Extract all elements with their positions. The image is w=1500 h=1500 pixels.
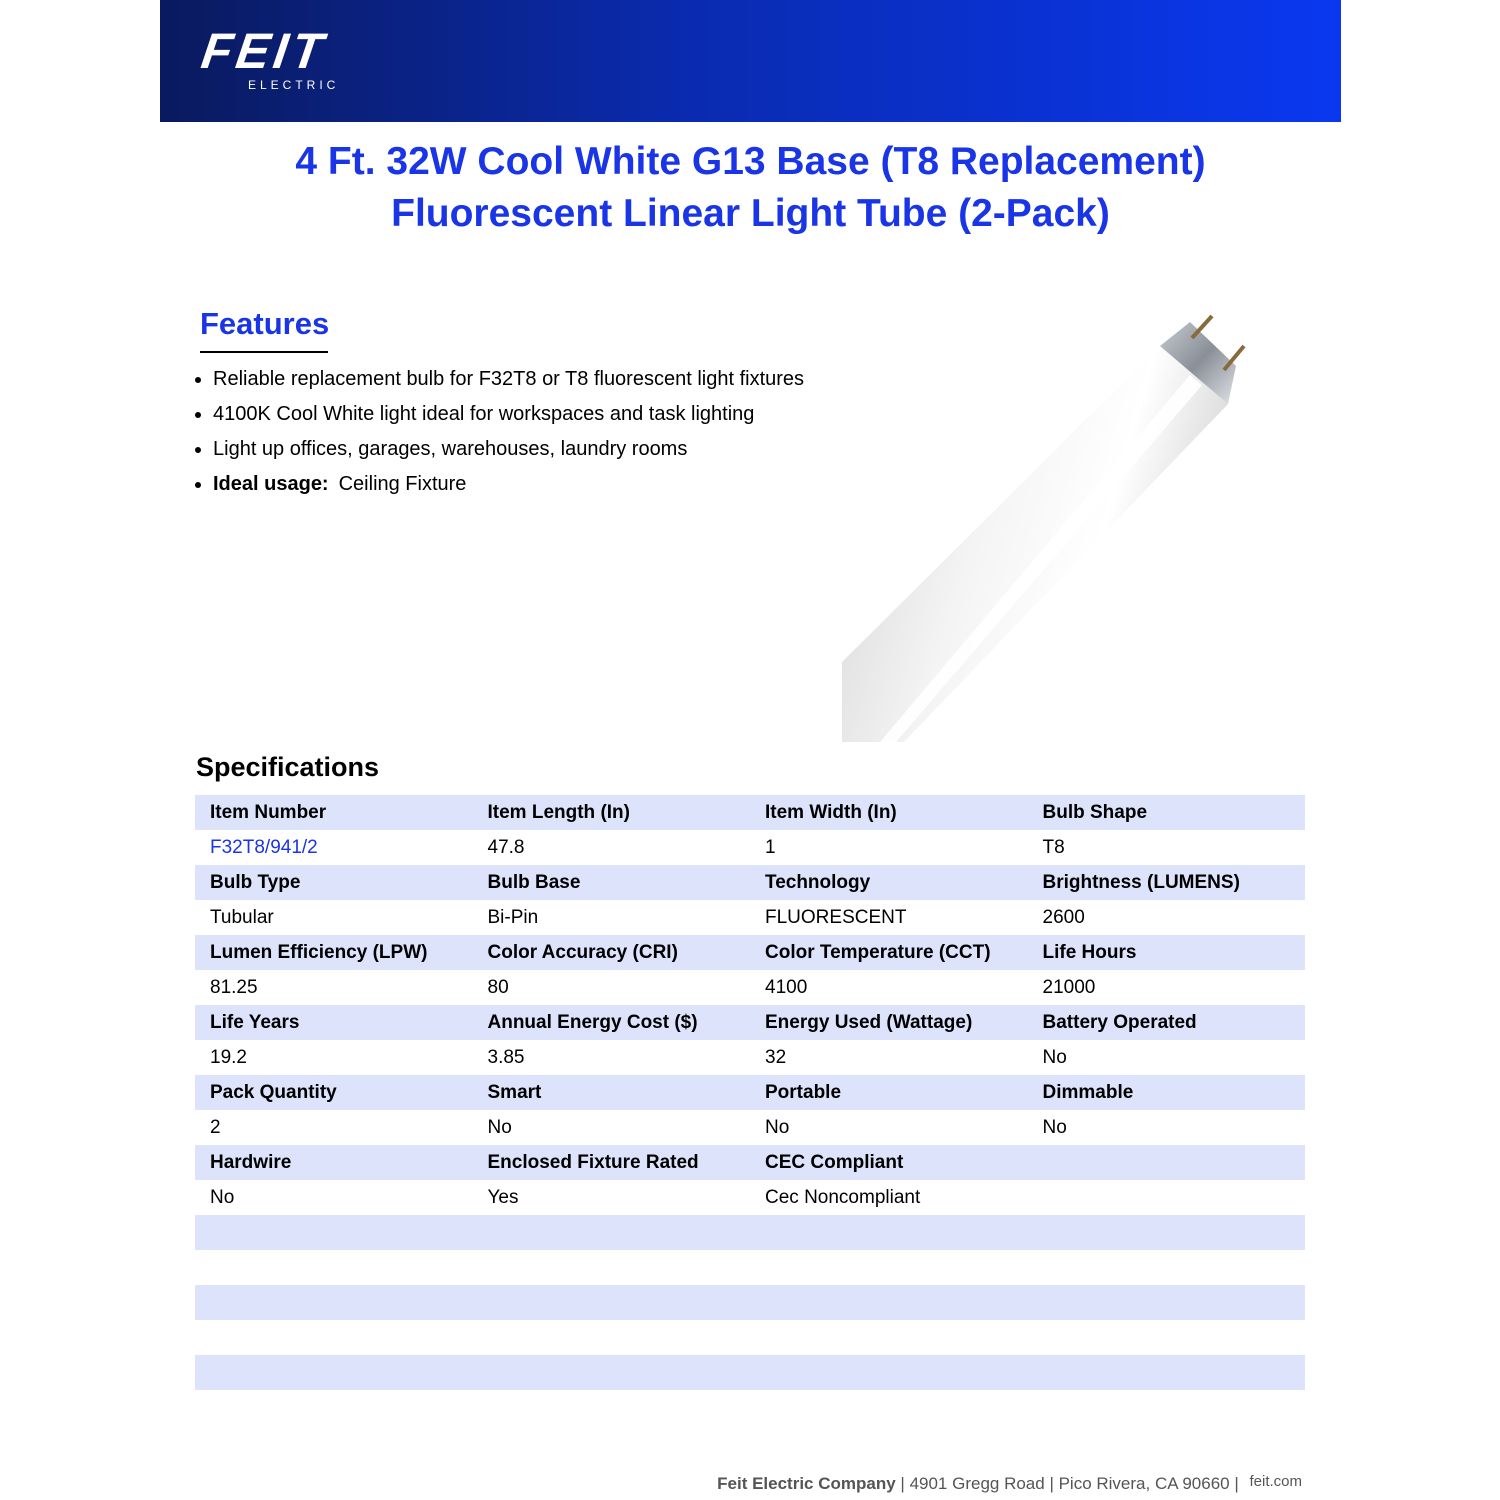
spec-value: [1028, 1180, 1306, 1215]
features-heading: Features: [200, 306, 330, 341]
feature-item-usage: [192, 467, 804, 502]
spec-label: Item Length (In): [473, 795, 751, 830]
spec-label-row: [195, 1145, 1305, 1180]
spec-label-row: [195, 865, 1305, 900]
footer-company: Feit Electric Company: [717, 1474, 896, 1493]
spec-label: Hardwire: [195, 1145, 473, 1180]
feature-item: 4100K Cool White light ideal for workspaces and task lighting: [192, 397, 804, 432]
footer: [717, 1472, 1302, 1497]
spec-label: Lumen Efficiency (LPW): [195, 935, 473, 970]
spec-label: Portable: [750, 1075, 1028, 1110]
spec-label: Life Years: [195, 1005, 473, 1040]
spec-value: 81.25: [195, 970, 473, 1005]
feit-logo-subtitle: ELECTRIC: [248, 78, 340, 92]
spec-label: Dimmable: [1028, 1075, 1306, 1110]
spec-label: Color Accuracy (CRI): [473, 935, 751, 970]
spec-value: 4100: [750, 970, 1028, 1005]
spec-value: Yes: [473, 1180, 751, 1215]
spec-value: Bi-Pin: [473, 900, 751, 935]
spec-value: No: [473, 1110, 751, 1145]
spec-value: No: [1028, 1110, 1306, 1145]
header-banner: [160, 0, 1341, 122]
feature-item: Reliable replacement bulb for F32T8 or T8 fluorescent light fixtures: [192, 362, 804, 397]
spec-value: T8: [1028, 830, 1306, 865]
spec-label: Item Width (In): [750, 795, 1028, 830]
spec-value-row: [195, 1110, 1305, 1145]
spec-value-row: [195, 1180, 1305, 1215]
spec-label-row: [195, 1005, 1305, 1040]
tube-illustration: [840, 310, 1260, 742]
spec-empty-row: [195, 1215, 1305, 1250]
spec-label: Bulb Base: [473, 865, 751, 900]
spec-label: Smart: [473, 1075, 751, 1110]
spec-label: Life Hours: [1028, 935, 1306, 970]
spec-empty-row: [195, 1320, 1305, 1355]
spec-empty-row: [195, 1355, 1305, 1390]
features-underline: [200, 351, 328, 353]
product-title-line2: Fluorescent Linear Light Tube (2-Pack): [391, 192, 1110, 235]
spec-label: [1028, 1145, 1306, 1180]
features-list: [192, 362, 804, 502]
spec-label-row: [195, 795, 1305, 830]
spec-label: Pack Quantity: [195, 1075, 473, 1110]
spec-value: No: [195, 1180, 473, 1215]
spec-value-row: [195, 900, 1305, 935]
spec-label: Battery Operated: [1028, 1005, 1306, 1040]
spec-label: Enclosed Fixture Rated: [473, 1145, 751, 1180]
spec-value: 21000: [1028, 970, 1306, 1005]
spec-value: 2600: [1028, 900, 1306, 935]
product-title: [160, 136, 1341, 240]
spec-value: FLUORESCENT: [750, 900, 1028, 935]
spec-value-row: [195, 1040, 1305, 1075]
specifications-table: [195, 795, 1305, 1390]
usage-label: Ideal usage:: [213, 473, 329, 495]
spec-label: Brightness (LUMENS): [1028, 865, 1306, 900]
footer-address: | 4901 Gregg Road | Pico Rivera, CA 90660 |: [895, 1474, 1244, 1493]
spec-label-row: [195, 1075, 1305, 1110]
spec-value: 32: [750, 1040, 1028, 1075]
usage-value: Ceiling Fixture: [338, 473, 467, 495]
spec-label: Item Number: [195, 795, 473, 830]
specifications-heading: Specifications: [196, 752, 380, 782]
spec-value: Cec Noncompliant: [750, 1180, 1028, 1215]
spec-label: Bulb Type: [195, 865, 473, 900]
feature-item: Light up offices, garages, warehouses, laundry rooms: [192, 432, 804, 467]
spec-value: 1: [750, 830, 1028, 865]
spec-value: 80: [473, 970, 751, 1005]
spec-value: No: [1028, 1040, 1306, 1075]
spec-label: Annual Energy Cost ($): [473, 1005, 751, 1040]
item-number-link[interactable]: F32T8/941/2: [195, 830, 473, 865]
spec-value: 2: [195, 1110, 473, 1145]
spec-empty-row: [195, 1285, 1305, 1320]
spec-label-row: [195, 935, 1305, 970]
spec-value-row: [195, 830, 1305, 865]
spec-label: Energy Used (Wattage): [750, 1005, 1028, 1040]
tube-highlight: [880, 375, 1202, 742]
product-title-line1: 4 Ft. 32W Cool White G13 Base (T8 Replacement): [295, 140, 1206, 183]
spec-label: CEC Compliant: [750, 1145, 1028, 1180]
spec-value: Tubular: [195, 900, 473, 935]
spec-value: 47.8: [473, 830, 751, 865]
spec-value: 3.85: [473, 1040, 751, 1075]
feit-logo: FEIT: [198, 23, 331, 79]
spec-value: No: [750, 1110, 1028, 1145]
spec-label: Bulb Shape: [1028, 795, 1306, 830]
spec-value: 19.2: [195, 1040, 473, 1075]
spec-label: Color Temperature (CCT): [750, 935, 1028, 970]
footer-website-link[interactable]: feit.com: [1249, 1473, 1302, 1490]
spec-label: Technology: [750, 865, 1028, 900]
spec-value-row: [195, 970, 1305, 1005]
spec-empty-row: [195, 1250, 1305, 1285]
